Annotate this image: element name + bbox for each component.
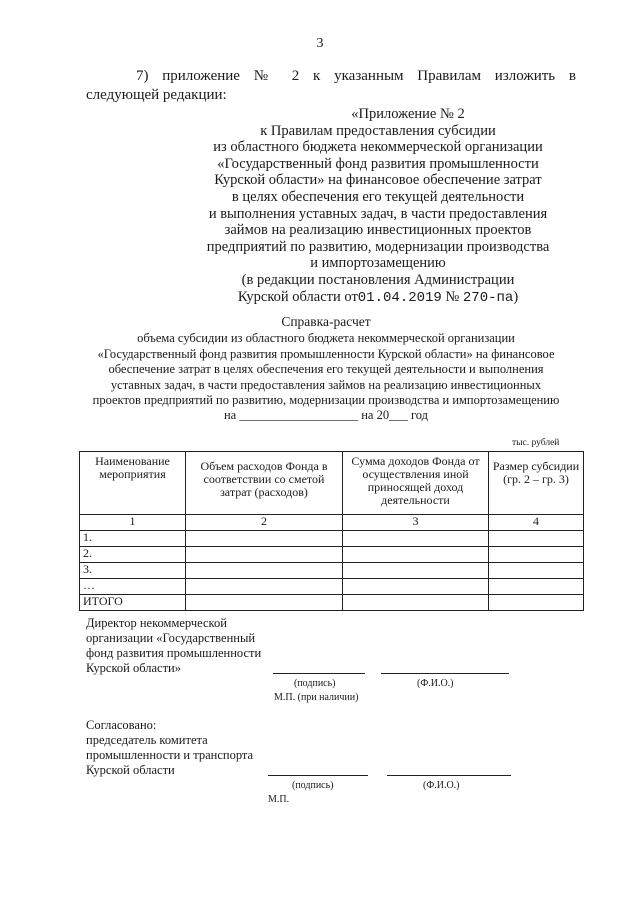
- agreed-signature-line: [268, 775, 368, 776]
- table-cell: [343, 563, 489, 579]
- table-row: [80, 531, 584, 547]
- appendix-line: займов на реализацию инвестиционных проектов: [224, 222, 532, 239]
- agreed-sign-caption: (подпись): [292, 780, 334, 791]
- appendix-line: из областного бюджета некоммерческой организации: [213, 139, 543, 156]
- table-row: [80, 547, 584, 563]
- appendix-last-line: [188, 289, 568, 307]
- director-line: фонд развития промышленности: [86, 646, 262, 660]
- appendix-number: 270-па: [462, 289, 514, 306]
- subsidy-table: [79, 451, 584, 611]
- appendix-line: в целях обеспечения его текущей деятельности: [231, 188, 525, 205]
- calc-date-line: на ___________________ на 20___ год: [223, 408, 429, 423]
- row-label-total: ИТОГО: [80, 595, 186, 611]
- appendix-header: [188, 106, 568, 306]
- row-label: 1.: [80, 531, 186, 547]
- col-number: 3: [343, 515, 489, 531]
- header-cell: Сумма доходов Фонда от осуществления иной приносящей доход деятельности: [343, 452, 489, 515]
- director-line: организации «Государственный: [86, 631, 256, 645]
- page-number: 3: [316, 36, 324, 51]
- row-label: …: [80, 579, 186, 595]
- row-label: 2.: [80, 547, 186, 563]
- table-row: [80, 579, 584, 595]
- appendix-line: предприятий по развитию, модернизации производства: [206, 238, 550, 255]
- agreed-line: Согласовано:: [86, 718, 157, 732]
- table-cell: [186, 579, 343, 595]
- table-row: [80, 563, 584, 579]
- table-cell: [489, 547, 584, 563]
- table-cell: [343, 531, 489, 547]
- director-line: Директор некоммерческой: [86, 616, 227, 630]
- calc-line: объема субсидии из областного бюджета некоммерческой организации: [137, 331, 515, 346]
- table-cell: [343, 595, 489, 611]
- appendix-line: Курской области» на финансовое обеспечение затрат: [214, 172, 542, 189]
- appendix-line: «Государственный фонд развития промышленности: [217, 155, 539, 172]
- table-cell: [186, 547, 343, 563]
- director-stamp-caption: М.П. (при наличии): [274, 692, 359, 703]
- appendix-no-sign: №: [445, 288, 460, 305]
- appendix-line: (в редакции постановления Администрации: [241, 271, 515, 288]
- calc-line: «Государственный фонд развития промышленности Курской области» на финансовое: [97, 346, 555, 361]
- calc-line: проектов предприятий по развитию, модернизации производства и импортозамещению: [92, 393, 560, 408]
- agreed-line: Курской области: [86, 763, 175, 777]
- col-number: 2: [186, 515, 343, 531]
- appendix-line: «Приложение № 2: [351, 106, 465, 122]
- col-number: 1: [80, 515, 186, 531]
- intro-line-1: 7) приложение № 2 к указанным Правилам изложить в: [136, 68, 576, 84]
- agreed-line: председатель комитета: [86, 733, 208, 747]
- table-cell: [489, 579, 584, 595]
- table-cell: [186, 563, 343, 579]
- appendix-line: к Правилам предоставления субсидии: [260, 122, 496, 139]
- appendix-date: 01.04.2019: [357, 289, 442, 306]
- header-cell: Объем расходов Фонда в соответствии со сметой затрат (расходов): [186, 452, 343, 515]
- header-cell: Размер субсидии (гр. 2 – гр. 3): [489, 452, 584, 515]
- table-number-row: [80, 515, 584, 531]
- units-label: тыс. рублей: [512, 438, 560, 448]
- table-cell: [343, 579, 489, 595]
- appendix-line: и выполнения уставных задач, в части предоставления: [208, 205, 548, 222]
- director-title: [86, 616, 261, 676]
- appendix-line: и импортозамещению: [310, 255, 446, 272]
- appendix-last-prefix: Курской области от: [237, 288, 358, 305]
- calc-title: Справка-расчет: [281, 314, 371, 329]
- calc-line: обеспечение затрат в целях обеспечения его текущей деятельности и выполнения: [108, 362, 544, 377]
- agreed-stamp-caption: М.П.: [268, 794, 290, 805]
- agreed-title: [86, 718, 253, 778]
- director-line: Курской области»: [86, 661, 181, 675]
- table-cell: [489, 563, 584, 579]
- table-cell: [489, 595, 584, 611]
- col-number: 4: [489, 515, 584, 531]
- row-label: 3.: [80, 563, 186, 579]
- director-fio-caption: (Ф.И.О.): [417, 678, 454, 689]
- table-header-row: [80, 452, 584, 515]
- agreed-line: промышленности и транспорта: [86, 748, 254, 762]
- director-sign-caption: (подпись): [294, 678, 336, 689]
- header-cell: Наименование мероприятия: [80, 452, 186, 515]
- agreed-fio-caption: (Ф.И.О.): [423, 780, 460, 791]
- calc-line: уставных задач, в части предоставления займов на реализацию инвестиционных: [110, 377, 542, 392]
- agreed-fio-line: [387, 775, 511, 776]
- table-cell: [186, 595, 343, 611]
- appendix-last-suffix: ): [513, 288, 519, 305]
- table-cell: [343, 547, 489, 563]
- director-signature-line: [273, 673, 365, 674]
- table-row: [80, 595, 584, 611]
- table-cell: [186, 531, 343, 547]
- intro-line-2: следующей редакции:: [86, 87, 227, 103]
- calc-header: [86, 314, 566, 424]
- table-cell: [489, 531, 584, 547]
- director-fio-line: [381, 673, 509, 674]
